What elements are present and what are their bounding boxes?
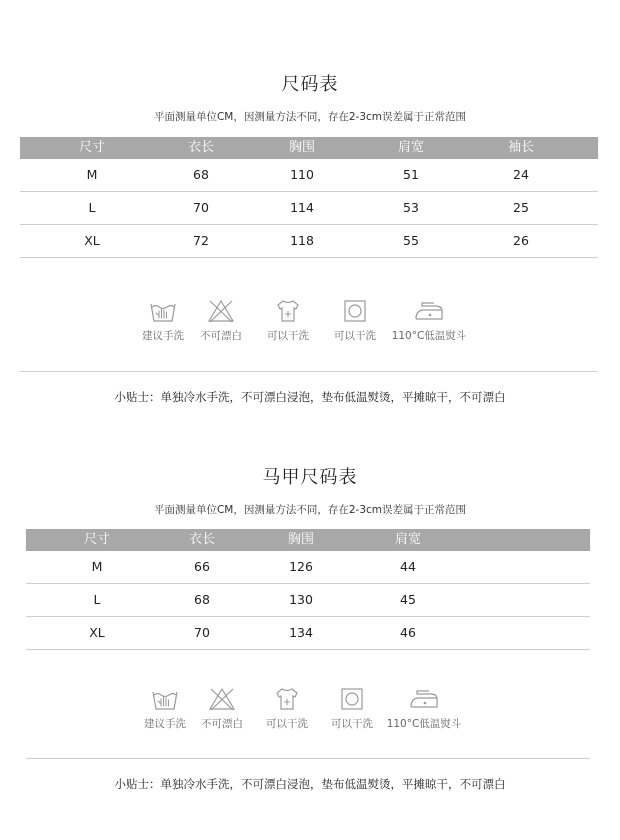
- care-item: [312, 686, 392, 731]
- care-tip: 小贴士：单独冷水手洗，不可漂白浸泡，垫布低温熨烫，平摊晾干，不可漂白: [114, 390, 506, 404]
- vest-chart-table: [26, 529, 590, 649]
- care-label: 可以干洗: [267, 330, 309, 342]
- care-label: 建议手洗: [144, 718, 186, 730]
- care-label: 不可漂白: [200, 330, 242, 342]
- table-cell: 46: [400, 625, 416, 640]
- table-row: [20, 225, 598, 258]
- header-size: 尺寸: [83, 532, 111, 547]
- table-row: [26, 551, 590, 584]
- hand-wash-icon: [150, 686, 180, 712]
- dry-clean-icon: [273, 298, 303, 324]
- table-cell: 114: [290, 200, 314, 215]
- table-cell: 134: [289, 625, 313, 640]
- header-shoulder: 肩宽: [397, 140, 425, 155]
- care-tip: 小贴士：单独冷水手洗，不可漂白浸泡，垫布低温熨烫，平摊晾干，不可漂白: [114, 777, 506, 791]
- divider: [26, 758, 590, 759]
- vest-chart-title: 马甲尺码表: [262, 467, 358, 488]
- table-cell: 68: [193, 167, 209, 182]
- size-chart-table: [20, 137, 598, 257]
- header-shoulder: 肩宽: [394, 532, 422, 547]
- care-label: 可以干洗: [266, 718, 308, 730]
- table-cell: 118: [290, 233, 314, 248]
- table-cell: 45: [400, 592, 416, 607]
- care-label: 可以干洗: [334, 330, 376, 342]
- care-label: 不可漂白: [201, 718, 243, 730]
- table-cell: M: [86, 167, 98, 182]
- care-item: [384, 686, 464, 731]
- table-cell: 44: [400, 559, 416, 574]
- table-cell: 130: [289, 592, 313, 607]
- table-cell: 24: [513, 167, 529, 182]
- table-cell: L: [88, 200, 96, 215]
- no-bleach-icon: [207, 686, 237, 712]
- table-cell: 110: [290, 167, 314, 182]
- header-length: 衣长: [187, 140, 215, 155]
- care-item: [389, 298, 469, 343]
- care-label: 建议手洗: [142, 330, 184, 342]
- care-label: 110°C低温熨斗: [391, 330, 467, 342]
- table-cell: L: [93, 592, 101, 607]
- care-label: 可以干洗: [331, 718, 373, 730]
- table-cell: 55: [403, 233, 419, 248]
- size-chart-header-row: [20, 137, 598, 159]
- table-cell: 126: [289, 559, 313, 574]
- vest-chart-subtitle: 平面测量单位CM，因测量方法不同，存在2-3cm误差属于正常范围: [153, 504, 467, 516]
- table-cell: 72: [193, 233, 209, 248]
- table-cell: 53: [403, 200, 419, 215]
- header-size: 尺寸: [78, 140, 106, 155]
- table-cell: 70: [193, 200, 209, 215]
- header-chest: 胸围: [288, 140, 316, 155]
- table-cell: 51: [403, 167, 419, 182]
- header-sleeve: 袖长: [507, 140, 535, 155]
- no-bleach-icon: [206, 298, 236, 324]
- care-label: 110°C低温熨斗: [386, 718, 462, 730]
- dry-clean-icon: [272, 686, 302, 712]
- table-cell: 68: [194, 592, 210, 607]
- table-cell: 26: [513, 233, 529, 248]
- table-row: [26, 617, 590, 650]
- size-chart-title: 尺码表: [281, 74, 339, 95]
- header-length: 衣长: [188, 532, 216, 547]
- table-cell: 25: [513, 200, 529, 215]
- vest-chart-header-row: [26, 529, 590, 551]
- table-cell: 66: [194, 559, 210, 574]
- hand-wash-icon: [148, 298, 178, 324]
- table-cell: XL: [89, 625, 105, 640]
- table-row: [20, 192, 598, 225]
- table-row: [26, 584, 590, 617]
- tumble-dry-icon: [337, 686, 367, 712]
- size-chart-subtitle: 平面测量单位CM，因测量方法不同，存在2-3cm误差属于正常范围: [153, 111, 467, 123]
- divider: [20, 371, 598, 372]
- low-iron-icon: [407, 686, 441, 712]
- table-cell: M: [91, 559, 103, 574]
- table-cell: 70: [194, 625, 210, 640]
- care-item: [315, 298, 395, 343]
- low-iron-icon: [412, 298, 446, 324]
- table-cell: XL: [84, 233, 100, 248]
- header-chest: 胸围: [287, 532, 315, 547]
- table-row: [20, 159, 598, 192]
- tumble-dry-icon: [340, 298, 370, 324]
